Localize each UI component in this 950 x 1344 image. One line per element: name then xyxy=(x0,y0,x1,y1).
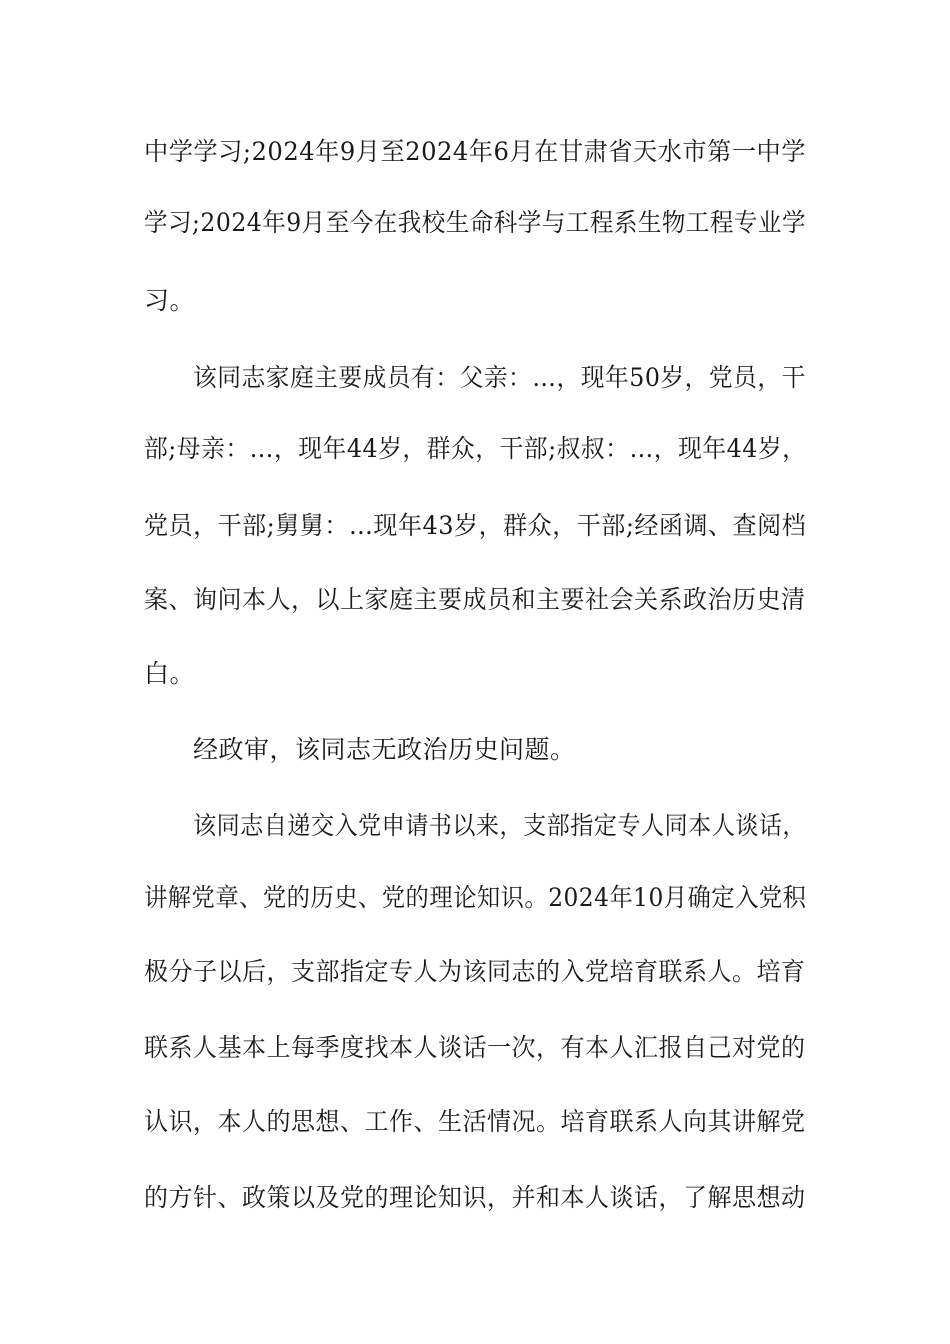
text-line: 党员，干部;舅舅：…现年43岁，群众，干部;经函调、查阅档 xyxy=(144,511,807,540)
text-line: 学习;2024年9月至今在我校生命科学与工程系生物工程专业学 xyxy=(144,208,806,237)
paragraph-first-line: 经政审，该同志无政治历史问题。 xyxy=(193,735,576,764)
paragraph-first-line: 该同志家庭主要成员有：父亲：…，现年50岁，党员，干 xyxy=(193,363,806,392)
text-line: 习。 xyxy=(144,286,196,315)
paragraph-first-line: 该同志自递交入党申请书以来，支部指定专人同本人谈话， xyxy=(193,811,807,840)
text-line: 的方针、政策以及党的理论知识，并和本人谈话，了解思想动 xyxy=(144,1183,806,1212)
text-line: 白。 xyxy=(144,659,196,688)
text-line: 认识，本人的思想、工作、生活情况。培育联系人向其讲解党 xyxy=(144,1107,806,1136)
text-line: 讲解党章、党的历史、党的理论知识。2024年10月确定入党积 xyxy=(144,883,807,912)
text-line: 极分子以后，支部指定专人为该同志的入党培育联系人。培育 xyxy=(144,957,806,986)
text-line: 部;母亲：…，现年44岁，群众，干部;叔叔：…，现年44岁， xyxy=(144,434,807,463)
text-line: 联系人基本上每季度找本人谈话一次，有本人汇报自己对党的 xyxy=(144,1033,806,1062)
text-line: 中学学习;2024年9月至2024年6月在甘肃省天水市第一中学 xyxy=(144,137,806,166)
text-line: 案、询问本人，以上家庭主要成员和主要社会关系政治历史清 xyxy=(144,585,806,614)
